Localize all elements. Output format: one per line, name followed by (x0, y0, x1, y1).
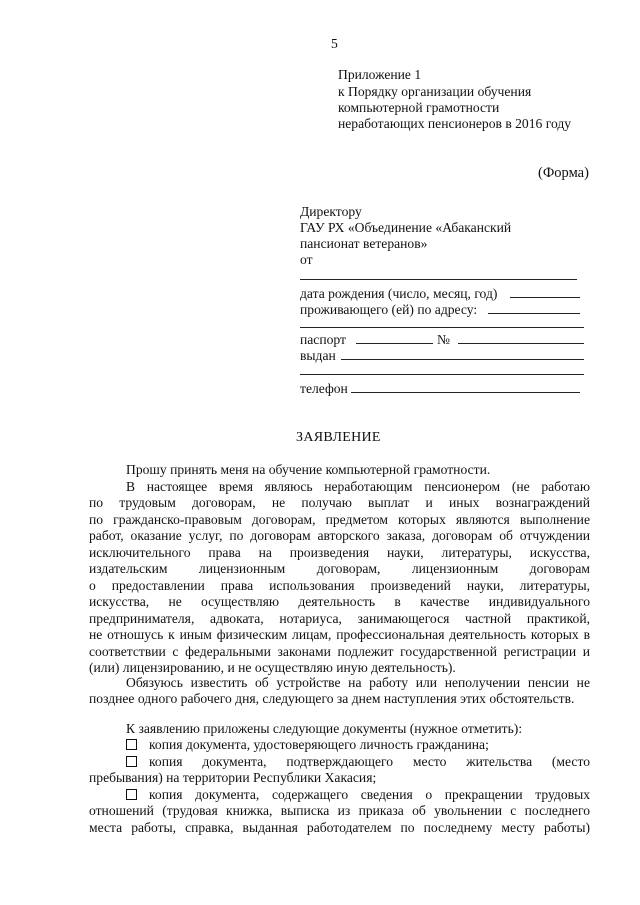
appendix-line-2: к Порядку организации обучения (338, 84, 532, 99)
document-2-checkbox[interactable] (126, 756, 137, 767)
status-line: соответствии с федеральными законами подлежит государственной регистрации и (89, 644, 590, 659)
issued-label: выдан (300, 348, 336, 363)
appendix-line-4: неработающих пенсионеров в 2016 году (338, 116, 572, 131)
status-line: работ, оказание услуг, по договорам авторского заказа, договорам об отчуждении (89, 528, 590, 543)
document-2-text: копия документа, подтверждающего место жительства (место (149, 754, 590, 769)
number-label: № (437, 332, 450, 347)
birth-date-field[interactable] (510, 297, 580, 298)
status-line: о предоставлении права использования произведений науки, литературы, (89, 578, 590, 593)
name-field-line[interactable] (300, 279, 577, 280)
status-line: искусства, не осуществляю деятельность в качестве индивидуального (89, 594, 590, 609)
issued-field[interactable] (341, 359, 584, 360)
birth-date-label: дата рождения (число, месяц, год) (300, 286, 498, 301)
status-line: по гражданско-правовым договорам, предметом которых являются выполнение (89, 512, 590, 527)
document-title: ЗАЯВЛЕНИЕ (296, 430, 381, 445)
status-line: по трудовым договорам, не получаю выплат и иных вознаграждений (89, 495, 590, 510)
document-1-text: копия документа, удостоверяющего личность гражданина; (149, 737, 489, 752)
addressee-from: от (300, 252, 313, 267)
appendix-line-1: Приложение 1 (338, 67, 422, 82)
status-line: предпринимателя, адвоката, нотариуса, занимающегося частной практикой, (89, 611, 590, 626)
document-3-text: копия документа, содержащего сведения о прекращении трудовых (149, 787, 590, 802)
phone-label: телефон (300, 381, 348, 396)
document-item-3 (89, 787, 590, 804)
address-label: проживающего (ей) по адресу: (300, 302, 478, 317)
status-line: исключительного права на произведения науки, литературы, искусства, (89, 545, 590, 560)
address-field-line-2[interactable] (300, 327, 584, 328)
addressee-line-1: Директору (300, 204, 362, 219)
document-3-text-line-3: места работы, справка, выданная работодателем по последнему месту работы) (89, 820, 590, 835)
addressee-line-3: пансионат ветеранов» (300, 236, 428, 251)
addressee-line-2: ГАУ РХ «Объединение «Абаканский (300, 220, 512, 235)
status-line: не отношусь к иным физическим лицам, профессиональная деятельность которых в (89, 627, 590, 642)
form-label: (Форма) (538, 165, 589, 181)
status-line-last: (или) лицензированию, и не осуществляю иную деятельность). (89, 660, 456, 675)
document-3-checkbox[interactable] (126, 789, 137, 800)
document-item-1 (89, 737, 590, 754)
page-number: 5 (331, 36, 338, 51)
passport-series-field[interactable] (356, 343, 433, 344)
obligation-line-2: позднее одного рабочего дня, следующего за днем наступления этих обстоятельств. (89, 691, 575, 706)
status-line: издательским лицензионным договорам, лицензионным договорам (89, 561, 590, 576)
passport-number-field[interactable] (458, 343, 584, 344)
passport-label: паспорт (300, 332, 346, 347)
document-3-text-line-2: отношений (трудовая книжка, выписка из приказа об увольнении с последнего (89, 803, 590, 818)
address-field[interactable] (488, 313, 580, 314)
phone-field[interactable] (351, 392, 580, 393)
document-1-checkbox[interactable] (126, 739, 137, 750)
document-2-text-line-2: пребывания) на территории Республики Хакасия; (89, 770, 377, 785)
appendix-line-3: компьютерной грамотности (338, 100, 500, 115)
documents-intro: К заявлению приложены следующие документы (нужное отметить): (126, 721, 523, 736)
obligation-line-1: Обязуюсь известить об устройстве на работу или неполучении пенсии не (126, 675, 590, 690)
status-line: В настоящее время являюсь неработающим пенсионером (не работаю (126, 479, 590, 494)
document-item-2 (89, 754, 590, 771)
issued-field-line-2[interactable] (300, 374, 584, 375)
request-paragraph: Прошу принять меня на обучение компьютерной грамотности. (126, 462, 491, 477)
